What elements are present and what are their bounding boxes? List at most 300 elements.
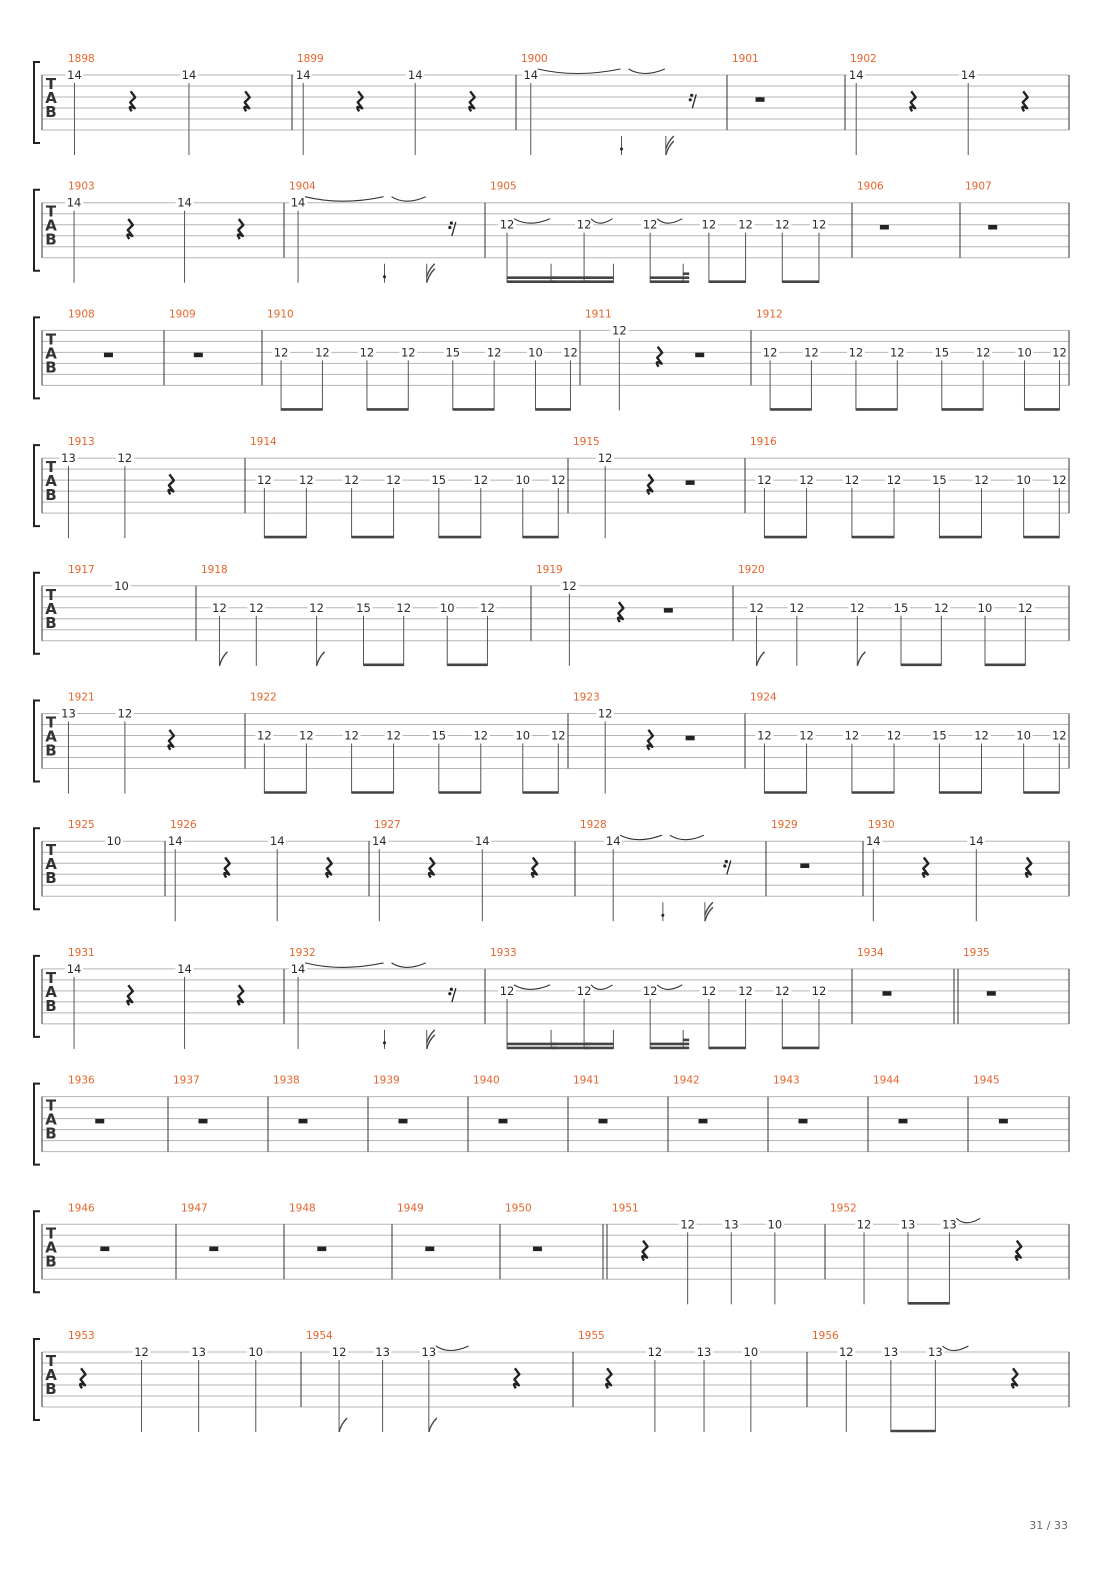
fret-number: 14 <box>269 834 285 849</box>
measure <box>603 1202 784 1304</box>
fret-number: 15 <box>431 728 447 743</box>
fret-number: 12 <box>597 706 613 721</box>
half-rest <box>104 353 113 358</box>
system-bracket <box>34 956 40 1037</box>
measure <box>968 1075 1008 1152</box>
note-flag <box>705 907 713 921</box>
tab-clef-letter: A <box>45 344 57 363</box>
half-rest <box>209 1247 218 1252</box>
tab-clef-letter: A <box>45 472 57 491</box>
tie-arc <box>956 1218 980 1223</box>
measure <box>568 436 695 538</box>
tab-clef-letter: A <box>45 1238 57 1257</box>
sixteenth-rest-dot <box>689 98 692 101</box>
measure <box>292 53 475 155</box>
fret-number: 15 <box>934 345 950 360</box>
fret-number: 12 <box>473 728 489 743</box>
fret-number: 13 <box>375 1345 390 1359</box>
fret-number: 12 <box>811 217 827 232</box>
measure-number: 1939 <box>373 1074 400 1087</box>
tie-arc <box>657 219 682 224</box>
fret-number: 12 <box>889 345 905 360</box>
half-rest <box>399 1119 408 1124</box>
fret-number: 10 <box>1016 473 1031 488</box>
measure <box>176 1202 218 1279</box>
half-rest <box>664 608 673 613</box>
fret-number: 12 <box>563 345 578 360</box>
fret-number: 12 <box>738 983 753 998</box>
fret-number: 12 <box>499 217 515 232</box>
measure <box>868 1075 908 1152</box>
quarter-rest <box>642 1241 647 1261</box>
tie-arc <box>514 985 550 990</box>
fret-number: 14 <box>167 834 183 849</box>
measure <box>733 564 1034 666</box>
fret-number: 15 <box>431 473 447 488</box>
fret-number: 12 <box>331 1345 347 1359</box>
measure-number: 1940 <box>473 1074 500 1087</box>
fret-number: 13 <box>696 1345 712 1359</box>
fret-number: 14 <box>605 834 621 849</box>
sixteenth-rest-dot <box>725 860 728 863</box>
measure-number: 1951 <box>612 1202 639 1215</box>
measure <box>42 947 243 1049</box>
measure-number: 1934 <box>857 946 884 959</box>
measure-number: 1938 <box>273 1074 300 1087</box>
system-bracket <box>34 828 40 909</box>
quarter-rest <box>1022 91 1027 111</box>
fret-number: 10 <box>1016 728 1031 743</box>
measure <box>766 819 809 896</box>
measure-number: 1909 <box>169 308 196 321</box>
tab-clef-letter: B <box>45 230 57 249</box>
fret-number: 12 <box>273 345 289 360</box>
measure <box>164 308 203 385</box>
fret-number: 12 <box>117 451 133 466</box>
quarter-rest <box>647 474 652 494</box>
measure <box>852 181 889 258</box>
measure <box>954 947 996 1024</box>
fret-number: 10 <box>767 1217 783 1232</box>
fret-number: 12 <box>974 728 989 743</box>
fret-number: 14 <box>290 961 306 976</box>
measure-number: 1907 <box>965 180 992 193</box>
measure <box>284 181 456 283</box>
measure <box>485 181 828 283</box>
fret-number: 12 <box>597 451 613 466</box>
fret-number: 15 <box>932 728 947 743</box>
fret-number: 12 <box>762 345 778 360</box>
system-bracket <box>34 317 40 398</box>
fret-number: 12 <box>550 728 566 743</box>
tab-system <box>34 181 1069 283</box>
fret-number: 12 <box>1017 600 1033 615</box>
tie-arc <box>657 985 682 990</box>
fret-number: 12 <box>799 473 814 488</box>
sixteenth-rest-dot <box>450 221 453 224</box>
fret-number: 15 <box>445 345 461 360</box>
quarter-rest <box>127 985 132 1005</box>
measure-number: 1903 <box>68 180 95 193</box>
fret-number: 12 <box>344 728 359 743</box>
measure-number: 1901 <box>732 53 759 65</box>
measure <box>768 1075 808 1152</box>
measure-number: 1898 <box>68 53 95 65</box>
measure-number: 1914 <box>250 436 277 449</box>
measure <box>863 819 1031 921</box>
quarter-rest <box>618 602 623 622</box>
fret-number: 12 <box>975 345 991 360</box>
measure-number: 1926 <box>170 819 197 832</box>
measure-number: 1943 <box>773 1074 800 1087</box>
fret-number: 14 <box>865 834 881 849</box>
half-rest <box>987 991 996 996</box>
fret-number: 13 <box>883 1345 899 1359</box>
fret-number: 12 <box>642 983 658 998</box>
fret-number: 12 <box>701 217 717 232</box>
fret-number: 10 <box>1017 345 1032 360</box>
measure-number: 1936 <box>68 1074 95 1087</box>
fret-number: 12 <box>757 728 772 743</box>
fret-number: 12 <box>576 217 592 232</box>
fret-number: 12 <box>844 728 860 743</box>
half-rest <box>880 225 889 230</box>
fret-number: 12 <box>680 1217 695 1232</box>
fret-number: 12 <box>359 345 375 360</box>
tab-clef-letter: T <box>45 713 57 732</box>
fret-number: 12 <box>701 983 717 998</box>
measure-number: 1904 <box>289 180 316 193</box>
half-rest <box>799 1119 808 1124</box>
tie-arc <box>305 963 383 968</box>
fret-number: 10 <box>106 834 122 849</box>
tab-clef-letter: T <box>45 1224 57 1243</box>
measure-number: 1919 <box>536 563 563 576</box>
measure-number: 1942 <box>673 1074 700 1087</box>
half-rest <box>199 1119 208 1124</box>
fret-number: 12 <box>396 600 412 615</box>
fret-number: 10 <box>515 728 531 743</box>
measure-number: 1921 <box>68 691 95 704</box>
tab-clef-letter: A <box>45 1110 57 1129</box>
quarter-rest <box>326 858 331 878</box>
measure <box>727 53 765 130</box>
measure-number: 1905 <box>490 180 517 193</box>
tab-clef-letter: A <box>45 855 57 874</box>
fret-number: 12 <box>849 600 865 615</box>
measure <box>845 53 1028 155</box>
half-rest <box>599 1119 608 1124</box>
fret-number: 10 <box>248 1345 264 1359</box>
fret-number: 12 <box>473 473 489 488</box>
tab-system <box>34 53 1069 155</box>
measure <box>42 1330 265 1432</box>
measure <box>825 1202 1021 1304</box>
half-rest <box>686 480 695 485</box>
fret-number: 14 <box>177 195 192 210</box>
measure <box>568 692 695 794</box>
measure <box>42 436 174 538</box>
quarter-rest <box>910 91 915 111</box>
fret-number: 12 <box>248 600 264 615</box>
half-rest <box>299 1119 308 1124</box>
fret-number: 14 <box>848 68 864 82</box>
measure <box>516 53 696 155</box>
quarter-rest <box>80 1368 85 1388</box>
fret-number: 12 <box>974 473 989 488</box>
tie-arc <box>620 835 662 840</box>
fret-number: 14 <box>968 834 984 849</box>
measure-number: 1956 <box>812 1330 839 1342</box>
fret-number: 13 <box>942 1217 957 1232</box>
tab-clef-letter: A <box>45 599 57 618</box>
fret-number: 10 <box>743 1345 759 1359</box>
fret-number: 12 <box>480 600 495 615</box>
measure-number: 1930 <box>868 819 895 832</box>
fret-number: 13 <box>928 1345 943 1359</box>
sixteenth-rest-dot <box>448 226 451 229</box>
fret-number: 12 <box>848 345 864 360</box>
tie-arc <box>514 219 550 224</box>
measure <box>168 1075 208 1152</box>
measure-number: 1954 <box>306 1330 333 1342</box>
fret-number: 15 <box>932 473 947 488</box>
measure-number: 1906 <box>857 180 884 193</box>
fret-number: 12 <box>933 600 949 615</box>
note-flag <box>427 1035 435 1049</box>
half-rest <box>988 225 997 230</box>
measure <box>245 692 567 794</box>
augmentation-dot <box>383 275 386 278</box>
fret-number: 12 <box>774 217 790 232</box>
fret-number: 12 <box>886 473 902 488</box>
tab-clef-letter: B <box>45 741 57 760</box>
fret-number: 12 <box>400 345 416 360</box>
measure-number: 1915 <box>573 436 600 449</box>
measure-number: 1949 <box>397 1202 424 1215</box>
measure <box>580 308 704 410</box>
fret-number: 12 <box>838 1345 854 1359</box>
measure-number: 1950 <box>505 1202 532 1215</box>
fret-number: 14 <box>407 68 423 82</box>
quarter-rest <box>1016 1241 1021 1261</box>
measure-number: 1937 <box>173 1074 200 1087</box>
tab-clef-letter: B <box>45 613 57 632</box>
augmentation-dot <box>661 914 664 917</box>
measure-number: 1920 <box>738 563 765 576</box>
half-rest <box>695 353 704 358</box>
tab-system <box>34 1075 1069 1165</box>
note-flag <box>666 141 674 155</box>
tab-clef-letter: T <box>45 330 57 349</box>
measure <box>807 1330 1017 1432</box>
tab-clef-letter: T <box>45 1352 57 1370</box>
system-bracket <box>34 1339 40 1420</box>
measure <box>368 1075 408 1152</box>
fret-number: 12 <box>811 983 827 998</box>
fret-number: 12 <box>299 473 314 488</box>
half-rest <box>756 97 765 102</box>
measure <box>284 1202 326 1279</box>
fret-number: 14 <box>290 195 306 210</box>
half-rest <box>686 736 695 741</box>
tab-clef-letter: T <box>45 202 57 221</box>
half-rest <box>499 1119 508 1124</box>
fret-number: 13 <box>421 1345 437 1359</box>
system-bracket <box>34 445 40 526</box>
fret-number: 12 <box>886 728 902 743</box>
measure <box>468 1075 508 1152</box>
fret-number: 14 <box>371 834 387 849</box>
fret-number: 12 <box>386 728 401 743</box>
measure-number: 1913 <box>68 436 95 449</box>
fret-number: 13 <box>61 451 76 466</box>
quarter-rest <box>469 91 474 111</box>
tab-clef-letter: B <box>45 358 57 377</box>
fret-number: 12 <box>799 728 814 743</box>
fret-number: 12 <box>117 706 133 721</box>
fret-number: 14 <box>181 68 197 82</box>
fret-number: 12 <box>749 600 764 615</box>
measure-number: 1947 <box>181 1202 208 1215</box>
quarter-rest <box>1026 858 1031 878</box>
half-rest <box>899 1119 908 1124</box>
system-bracket <box>34 62 40 143</box>
quarter-rest <box>532 858 537 878</box>
tab-clef-letter: B <box>45 103 57 121</box>
measure <box>369 819 537 921</box>
half-rest <box>882 991 891 996</box>
tie-arc <box>629 69 665 74</box>
measure <box>262 308 579 410</box>
tie-arc <box>436 1346 469 1351</box>
tab-clef-letter: T <box>45 458 57 477</box>
measure-number: 1941 <box>573 1074 600 1087</box>
fret-number: 12 <box>257 728 272 743</box>
tie-arc <box>305 197 383 202</box>
fret-number: 15 <box>893 600 909 615</box>
measure <box>852 947 891 1024</box>
measure <box>284 947 456 1049</box>
half-rest <box>100 1247 109 1252</box>
fret-number: 14 <box>474 834 490 849</box>
measure <box>392 1202 434 1279</box>
tab-system <box>34 692 1069 794</box>
note-flag <box>339 1418 347 1432</box>
measure-number: 1916 <box>750 436 777 449</box>
tab-system <box>34 1330 1069 1432</box>
tab-clef-letter: B <box>45 486 57 505</box>
fret-number: 12 <box>774 983 790 998</box>
measure-number: 1912 <box>756 308 783 321</box>
fret-number: 12 <box>550 473 566 488</box>
fret-number: 12 <box>134 1345 149 1359</box>
system-bracket <box>34 1211 40 1292</box>
fret-number: 10 <box>439 600 455 615</box>
fret-number: 14 <box>66 961 82 976</box>
measure-number: 1899 <box>297 53 324 65</box>
measure-number: 1923 <box>573 691 600 704</box>
measure-number: 1945 <box>973 1074 1000 1087</box>
fret-number: 12 <box>315 345 330 360</box>
quarter-rest <box>606 1368 611 1388</box>
tie-arc <box>392 197 426 202</box>
fret-number: 12 <box>486 345 502 360</box>
tab-system <box>34 564 1069 666</box>
measure <box>42 692 174 794</box>
fret-number: 12 <box>642 217 658 232</box>
tab-clef-letter: T <box>45 841 57 860</box>
quarter-rest <box>357 91 362 111</box>
measure <box>196 564 496 666</box>
tie-arc <box>538 69 621 74</box>
tie-arc <box>591 219 612 224</box>
measure-number: 1929 <box>771 819 798 832</box>
measure <box>575 819 731 921</box>
quarter-rest <box>130 91 135 111</box>
measure-number: 1946 <box>68 1202 95 1215</box>
quarter-rest <box>514 1368 519 1388</box>
measure <box>485 947 828 1049</box>
quarter-rest <box>657 347 662 367</box>
fret-number: 12 <box>1052 345 1067 360</box>
tab-clef-letter: A <box>45 727 57 746</box>
measure-number: 1944 <box>873 1074 900 1087</box>
tab-system <box>34 947 1069 1049</box>
measure <box>745 436 1068 538</box>
quarter-rest <box>244 91 249 111</box>
measure-number: 1908 <box>68 308 95 321</box>
system-bracket <box>34 190 40 271</box>
measure-number: 1953 <box>68 1330 95 1342</box>
measure <box>301 1330 519 1432</box>
note-flag <box>219 652 227 666</box>
fret-number: 12 <box>789 600 805 615</box>
fret-number: 13 <box>61 706 76 721</box>
fret-number: 12 <box>299 728 314 743</box>
measure-number: 1952 <box>830 1202 857 1215</box>
measure <box>500 1202 542 1279</box>
half-rest <box>194 353 203 358</box>
fret-number: 14 <box>67 68 82 82</box>
measure-number: 1924 <box>750 691 777 704</box>
measure <box>42 181 243 283</box>
fret-number: 12 <box>738 217 753 232</box>
tab-clef-letter: T <box>45 1096 57 1115</box>
measure-number: 1935 <box>963 946 990 959</box>
fret-number: 14 <box>66 195 82 210</box>
fret-number: 13 <box>191 1345 206 1359</box>
measure <box>165 819 332 921</box>
tab-clef-letter: A <box>45 89 57 107</box>
half-rest <box>800 864 809 869</box>
measure <box>531 564 673 666</box>
measure-number: 1902 <box>850 53 877 65</box>
measure <box>960 181 997 258</box>
measure-number: 1917 <box>68 563 95 576</box>
measure-number: 1910 <box>267 308 294 321</box>
system-bracket <box>34 1084 40 1165</box>
fret-number: 10 <box>528 345 543 360</box>
note-flag <box>429 1418 437 1432</box>
measure <box>568 1075 608 1152</box>
quarter-rest <box>238 219 243 239</box>
fret-number: 13 <box>723 1217 739 1232</box>
tab-clef-letter: B <box>45 1252 57 1271</box>
fret-number: 12 <box>309 600 324 615</box>
fret-number: 10 <box>515 473 531 488</box>
measure-number: 1900 <box>521 53 548 65</box>
